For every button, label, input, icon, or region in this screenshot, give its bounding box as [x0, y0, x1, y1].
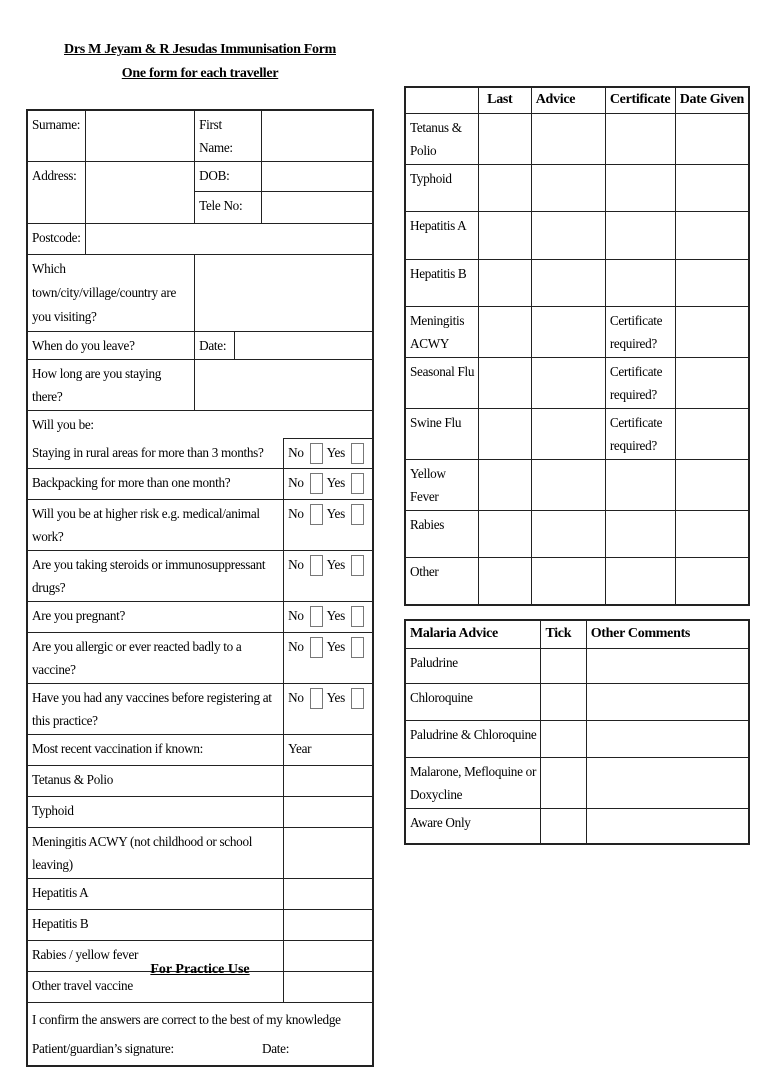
- patient-form-table: [26, 109, 374, 1067]
- question-yes-no: [284, 439, 373, 469]
- last-field[interactable]: [479, 259, 532, 306]
- visiting-label: Which town/city/village/country are you visiting?: [27, 255, 195, 332]
- date-given-field[interactable]: [675, 510, 749, 557]
- form-subtitle: One form for each traveller: [121, 66, 279, 81]
- yes-label: Yes: [326, 445, 345, 460]
- no-checkbox[interactable]: [310, 688, 323, 709]
- postcode-field[interactable]: [85, 224, 373, 255]
- tick-field[interactable]: [541, 808, 586, 844]
- date-given-field[interactable]: [675, 259, 749, 306]
- date-given-field[interactable]: [675, 211, 749, 259]
- malaria-option: Paludrine: [405, 648, 541, 683]
- last-field[interactable]: [479, 306, 532, 357]
- address-label: Address:: [27, 162, 85, 224]
- staying-label: How long are you staying there?: [27, 360, 195, 411]
- year-label: Year: [284, 735, 373, 766]
- question-text: Are you pregnant?: [27, 602, 284, 633]
- yes-label: Yes: [326, 639, 345, 654]
- yes-label: Yes: [326, 608, 345, 623]
- last-field[interactable]: [479, 357, 532, 408]
- signature-line[interactable]: [32, 1034, 368, 1063]
- question-yes-no: [284, 500, 373, 551]
- last-field[interactable]: [479, 408, 532, 459]
- vaccine-name: Tetanus & Polio: [405, 113, 479, 164]
- date-given-field[interactable]: [675, 557, 749, 605]
- yes-checkbox[interactable]: [351, 504, 364, 525]
- no-checkbox[interactable]: [310, 606, 323, 627]
- tick-field[interactable]: [541, 720, 586, 757]
- confirmation-statement: I confirm the answers are correct to the best of my knowledge: [32, 1012, 341, 1027]
- recent-vaccine-name: Meningitis ACWY (not childhood or school leaving): [27, 828, 284, 879]
- certificate-field[interactable]: [605, 211, 675, 259]
- yes-checkbox[interactable]: [351, 606, 364, 627]
- signature-label: Patient/guardian’s signature:: [32, 1041, 174, 1056]
- form-title: Drs M Jeyam & R Jesudas Immunisation Form: [64, 42, 336, 57]
- date-given-field[interactable]: [675, 357, 749, 408]
- no-checkbox[interactable]: [310, 555, 323, 576]
- question-text: Are you allergic or ever reacted badly to a vaccine?: [27, 633, 284, 684]
- malaria-option: Chloroquine: [405, 683, 541, 720]
- yes-label: Yes: [326, 475, 345, 490]
- last-field[interactable]: [479, 459, 532, 510]
- advice-field[interactable]: [531, 408, 605, 459]
- question-yes-no: [284, 633, 373, 684]
- recent-vaccine-year-field[interactable]: [284, 879, 373, 910]
- question-text: Are you taking steroids or immunosuppressant drugs?: [27, 551, 284, 602]
- will-you-be-label: Will you be:: [27, 411, 373, 439]
- leave-date-field[interactable]: [234, 332, 373, 360]
- malaria-advice-header: Malaria Advice: [405, 620, 541, 648]
- yes-checkbox[interactable]: [351, 637, 364, 658]
- question-yes-no: [284, 684, 373, 735]
- recent-vaccine-name: Tetanus & Polio: [27, 766, 284, 797]
- vaccine-name: Yellow Fever: [405, 459, 479, 510]
- yes-checkbox[interactable]: [351, 443, 364, 464]
- certificate-field[interactable]: Certificate required?: [605, 408, 675, 459]
- tick-field[interactable]: [541, 683, 586, 720]
- vaccine-name: Typhoid: [405, 164, 479, 211]
- advice-field[interactable]: [531, 557, 605, 605]
- date-given-header: Date Given: [675, 87, 749, 113]
- question-yes-no: [284, 602, 373, 633]
- last-field[interactable]: [479, 557, 532, 605]
- tele-field[interactable]: [262, 192, 373, 224]
- recent-vaccine-name: Hepatitis B: [27, 910, 284, 941]
- certificate-field[interactable]: [605, 113, 675, 164]
- advice-field[interactable]: [531, 259, 605, 306]
- recent-vaccine-year-field[interactable]: [284, 797, 373, 828]
- question-text: Have you had any vaccines before registering at this practice?: [27, 684, 284, 735]
- date-given-field[interactable]: [675, 164, 749, 211]
- no-label: No: [288, 608, 304, 623]
- question-text: Backpacking for more than one month?: [27, 469, 284, 500]
- malaria-option: Malarone, Mefloquine or Doxycline: [405, 757, 541, 808]
- vaccine-name: Seasonal Flu: [405, 357, 479, 408]
- question-yes-no: [284, 469, 373, 500]
- comments-field[interactable]: [586, 720, 749, 757]
- recent-vaccine-name: Typhoid: [27, 797, 284, 828]
- recent-vaccine-name: Other travel vaccine: [27, 972, 284, 1003]
- question-text: Staying in rural areas for more than 3 months?: [27, 439, 284, 469]
- comments-field[interactable]: [586, 648, 749, 683]
- advice-field[interactable]: [531, 113, 605, 164]
- vaccine-name: Other: [405, 557, 479, 605]
- certificate-field[interactable]: [605, 459, 675, 510]
- leave-label: When do you leave?: [27, 332, 195, 360]
- no-label: No: [288, 639, 304, 654]
- malaria-option: Paludrine & Chloroquine: [405, 720, 541, 757]
- vaccine-name: Meningitis ACWY: [405, 306, 479, 357]
- comments-field[interactable]: [586, 757, 749, 808]
- no-checkbox[interactable]: [310, 504, 323, 525]
- staying-field[interactable]: [195, 360, 373, 411]
- dob-label: DOB:: [195, 162, 262, 192]
- certificate-field[interactable]: Certificate required?: [605, 306, 675, 357]
- no-checkbox[interactable]: [310, 443, 323, 464]
- no-label: No: [288, 475, 304, 490]
- confirmation-block: [27, 1003, 373, 1067]
- vaccine-name: Hepatitis A: [405, 211, 479, 259]
- certificate-header: Certificate: [605, 87, 675, 113]
- last-field[interactable]: [479, 113, 532, 164]
- dob-field[interactable]: [262, 162, 373, 192]
- advice-field[interactable]: [531, 164, 605, 211]
- advice-field[interactable]: [531, 306, 605, 357]
- no-checkbox[interactable]: [310, 473, 323, 494]
- advice-field[interactable]: [531, 459, 605, 510]
- recent-vaccine-year-field[interactable]: [284, 910, 373, 941]
- vaccine-advice-table: [404, 86, 750, 606]
- vaccine-name: Swine Flu: [405, 408, 479, 459]
- certificate-field[interactable]: [605, 259, 675, 306]
- vaccine-name: Rabies: [405, 510, 479, 557]
- malaria-advice-table: [404, 619, 750, 845]
- leave-date-label: Date:: [195, 332, 235, 360]
- vaccine-name: Hepatitis B: [405, 259, 479, 306]
- last-field[interactable]: [479, 510, 532, 557]
- no-checkbox[interactable]: [310, 637, 323, 658]
- recent-vaccine-year-field[interactable]: [284, 766, 373, 797]
- comments-field[interactable]: [586, 683, 749, 720]
- first-name-field[interactable]: [262, 110, 373, 162]
- yes-checkbox[interactable]: [351, 688, 364, 709]
- tick-header: Tick: [541, 620, 586, 648]
- vaccine-header-blank: [405, 87, 479, 113]
- yes-label: Yes: [326, 506, 345, 521]
- recent-vaccine-name: Hepatitis A: [27, 879, 284, 910]
- tele-label: Tele No:: [195, 192, 262, 224]
- surname-field[interactable]: [85, 110, 195, 162]
- date-given-field[interactable]: [675, 306, 749, 357]
- malaria-option: Aware Only: [405, 808, 541, 844]
- yes-checkbox[interactable]: [351, 473, 364, 494]
- advice-field[interactable]: [531, 510, 605, 557]
- no-label: No: [288, 506, 304, 521]
- last-field[interactable]: [479, 211, 532, 259]
- date-given-field[interactable]: [675, 408, 749, 459]
- no-label: No: [288, 445, 304, 460]
- certificate-field[interactable]: [605, 164, 675, 211]
- last-header: Last: [479, 87, 532, 113]
- surname-label: Surname:: [27, 110, 85, 162]
- recent-vaccine-name: Rabies / yellow fever: [27, 941, 284, 972]
- other-comments-header: Other Comments: [586, 620, 749, 648]
- advice-field[interactable]: [531, 357, 605, 408]
- advice-field[interactable]: [531, 211, 605, 259]
- last-field[interactable]: [479, 164, 532, 211]
- no-label: No: [288, 690, 304, 705]
- date-given-field[interactable]: [675, 459, 749, 510]
- certificate-field[interactable]: [605, 557, 675, 605]
- tick-field[interactable]: [541, 648, 586, 683]
- date-given-field[interactable]: [675, 113, 749, 164]
- tick-field[interactable]: [541, 757, 586, 808]
- certificate-field[interactable]: Certificate required?: [605, 357, 675, 408]
- practice-use-heading: For Practice Use: [150, 962, 250, 977]
- yes-label: Yes: [326, 690, 345, 705]
- question-yes-no: [284, 551, 373, 602]
- signature-date-label: Date:: [262, 1041, 290, 1056]
- recent-vaccine-year-field[interactable]: [284, 828, 373, 879]
- yes-checkbox[interactable]: [351, 555, 364, 576]
- certificate-field[interactable]: [605, 510, 675, 557]
- first-name-label: First Name:: [195, 110, 262, 162]
- recent-vaccination-header: Most recent vaccination if known:: [27, 735, 284, 766]
- postcode-label: Postcode:: [27, 224, 85, 255]
- no-label: No: [288, 557, 304, 572]
- yes-label: Yes: [326, 557, 345, 572]
- comments-field[interactable]: [586, 808, 749, 844]
- advice-header: Advice: [531, 87, 605, 113]
- address-field[interactable]: [85, 162, 195, 224]
- visiting-field[interactable]: [195, 255, 373, 332]
- question-text: Will you be at higher risk e.g. medical/animal work?: [27, 500, 284, 551]
